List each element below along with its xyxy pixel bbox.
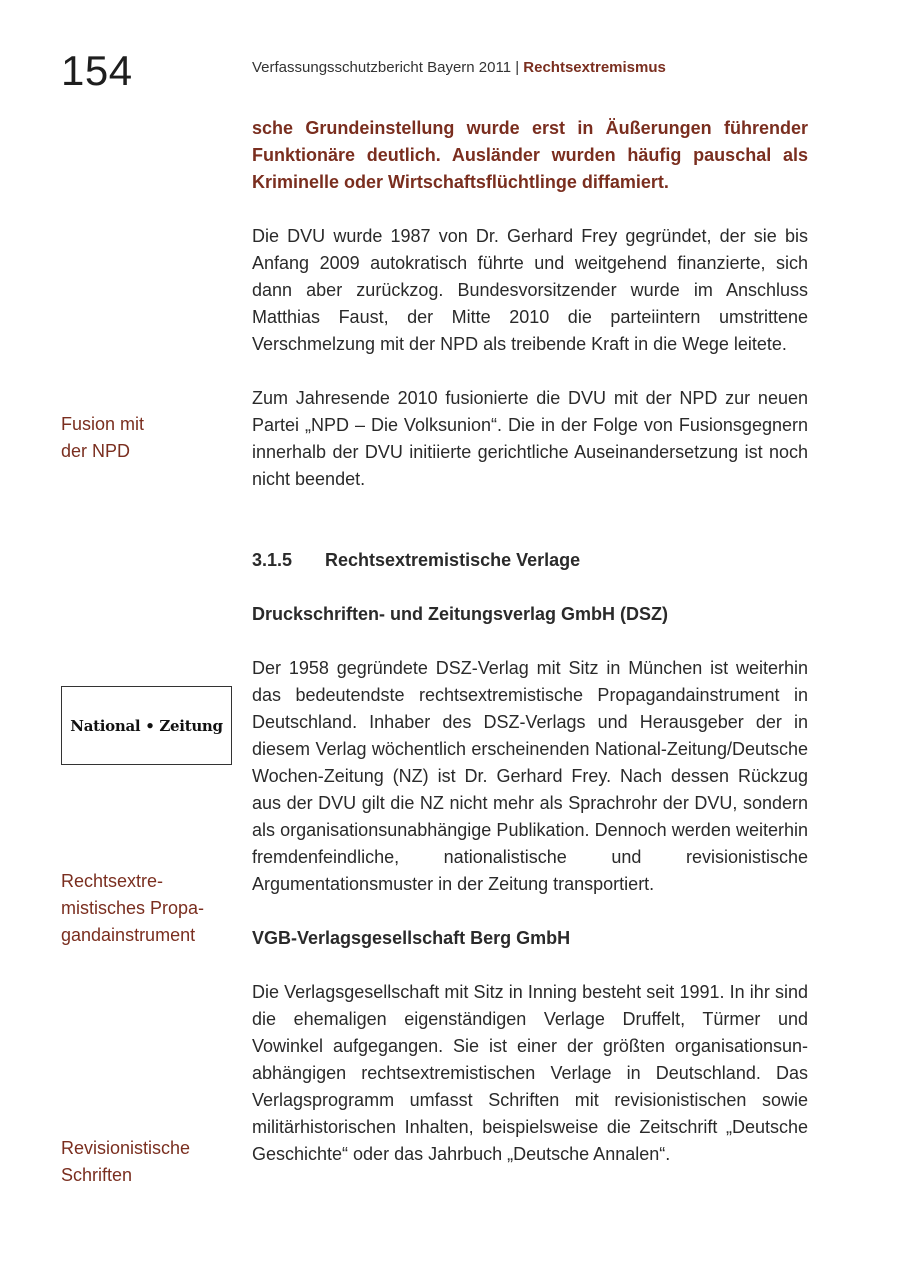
paragraph-fusion: Zum Jahresende 2010 fusionierte die DVU mit der NPD zur neuen Partei „NPD – Die Volksunion“. Die in der Folge von Fusionsgegnern innerhalb der DVU initiierte gerichtliche Auseinandersetzung ist noch nicht beendet. (252, 388, 808, 489)
report-title: Verfassungsschutzbericht Bayern 2011 | (252, 59, 524, 76)
lead-paragraph: sche Grundeinstellung wurde erst in Äußerungen führender Funktionäre deutlich. Ausländer wurden häufig pauschal als Kriminelle oder Wirtschaftsflüchtlinge diffamiert. (252, 118, 808, 192)
section-number: 3.1.5 (252, 550, 293, 570)
running-header (252, 59, 666, 76)
margin-note-propaganda (61, 868, 236, 949)
paragraph-vgb: Die Verlagsgesellschaft mit Sitz in Inning besteht seit 1991. In ihr sind die ehemaligen eigenständigen Verlage Druffelt, Türmer und Vowinkel aufgegangen. Sie ist einer der größten organisationsunabhängigen rechtsextremistischen Verlage in Deutschland. Das Verlagsprogramm umfasst Schriften mit revisionistischen sowie militärhistorischen Inhalten, beispielsweise die Zeitschrift „Deutsche Geschichte“ oder das Jahrbuch „Deutsche Annalen“. (252, 982, 808, 1164)
page-number: 154 (61, 47, 133, 94)
paragraph-dvu: Die DVU wurde 1987 von Dr. Gerhard Frey gegründet, der sie bis Anfang 2009 autokratisch führte und weitgehend finanzierte, sich dann aber zurückzog. Bundesvorsitzender wurde im Anschluss Matthias Faust, der Mitte 2010 die parteiintern umstrittene Verschmelzung mit der NPD als treibende Kraft in die Wege leitete. (252, 226, 808, 354)
section-title: Rechtsextremismus (523, 59, 666, 76)
subheading-vgb: VGB-Verlagsgesellschaft Berg GmbH (252, 928, 571, 948)
subheading-dsz: Druckschriften- und Zeitungsverlag GmbH (DSZ) (252, 604, 669, 624)
margin-note-line: Fusion mit (61, 414, 145, 434)
margin-note-line: mistisches Propa- (61, 898, 205, 918)
paragraph-dsz: Der 1958 gegründete DSZ-Verlag mit Sitz in München ist weiterhin das bedeutendste rechtsextremistische Propagandainstrument in Deutschland. Inhaber des DSZ-Verlags und Herausgeber der in diesem Verlag wöchentlich erscheinenden National-Zeitung/Deutsche Wochen-Zeitung (NZ) ist Dr. Gerhard Frey. Nach dessen Rückzug aus der DVU gilt die NZ nicht mehr als Sprachrohr der DVU, sondern als organisationsunabhängige Publikation. Dennoch werden weiterhin fremdenfeindliche, nationalistische und revisionistische Argumentationsmuster in der Zeitung transportiert. (252, 658, 808, 894)
margin-note-revisionism (61, 1135, 236, 1189)
section-heading (252, 547, 808, 574)
section-heading-text: Rechtsextremistische Verlage (325, 550, 581, 570)
national-zeitung-logo (61, 686, 232, 765)
margin-note-line: gandainstrument (61, 925, 196, 945)
margin-note-line: Revisionistische (61, 1138, 191, 1158)
margin-note-fusion (61, 411, 236, 465)
margin-note-line: der NPD (61, 441, 131, 461)
margin-note-line: Schriften (61, 1165, 133, 1185)
margin-note-line: Rechtsextre- (61, 871, 164, 891)
main-content (252, 115, 808, 1168)
logo-text: National • Zeitung (70, 716, 223, 735)
